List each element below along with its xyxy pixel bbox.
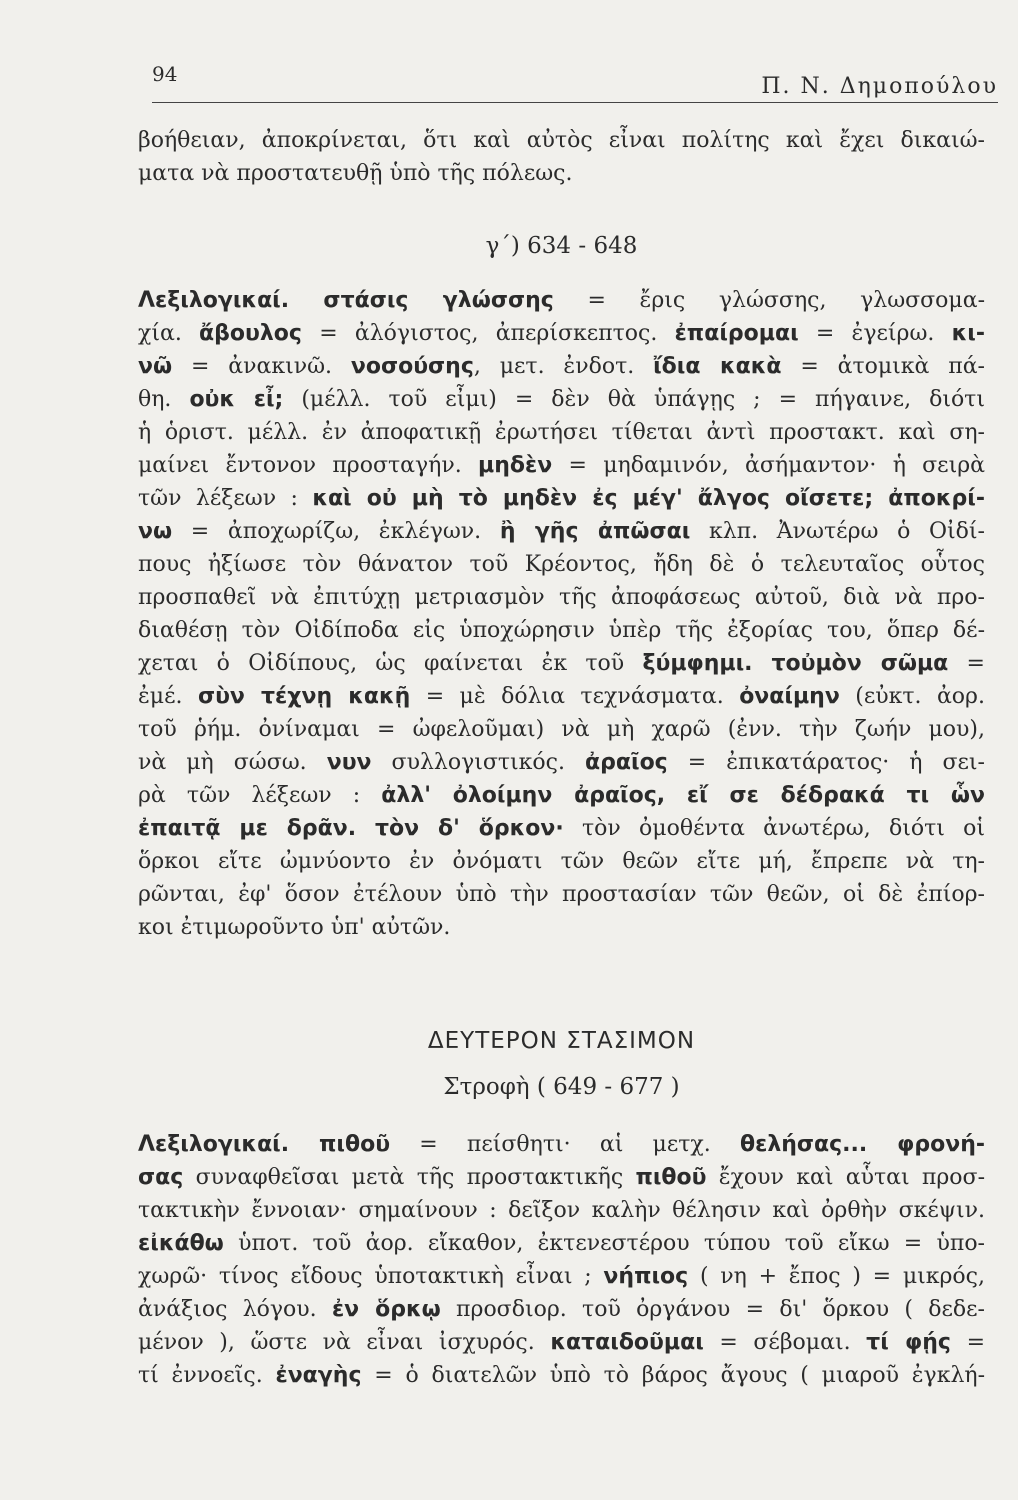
text-line: νὰ μὴ σώσω. νυν συλλογιστικός. ἀραῖος = ἐπικατάρατος· ἡ σει- [138, 750, 985, 775]
paragraph-intro [138, 124, 985, 190]
text-line: προσπαθεῖ νὰ ἐπιτύχῃ μετριασμὸν τῆς ἀποφάσεως αὐτοῦ, διὰ νὰ προ- [138, 585, 985, 610]
text-line: μένον ), ὥστε νὰ εἶναι ἰσχυρός. καταιδοῦμαι = σέβομαι. τί φῄς = [138, 1330, 986, 1355]
text-line: ὅρκοι εἴτε ὠμνύοντο ἐν ὀνόματι τῶν θεῶν εἴτε μή, ἔπρεπε νὰ τη- [138, 849, 985, 874]
text-line: κοι ἐτιμωροῦντο ὑπ' αὐτῶν. [138, 915, 451, 940]
text-line: χωρῶ· τίνος εἴδους ὑποτακτικὴ εἶναι ; νήπιος ( νη + ἔπος ) = μικρός, [138, 1264, 985, 1289]
text-line: νω = ἀποχωρίζω, ἐκλέγων. ἢ γῆς ἀπῶσαι κλπ. Ἀνωτέρω ὁ Οἰδί- [138, 519, 985, 544]
text-line: χεται ὁ Οἰδίπους, ὡς φαίνεται ἐκ τοῦ ξύμφημι. τοὐμὸν σῶμα = [138, 651, 985, 676]
text-line: πους ἠξίωσε τὸν θάνατον τοῦ Κρέοντος, ἤδη δὲ ὁ τελευταῖος οὗτος [138, 552, 985, 577]
text-line: ρὰ τῶν λέξεων : ἀλλ' ὀλοίμην ἀραῖος, εἴ σε δέδρακά τι ὧν [138, 783, 985, 808]
text-line: Λεξιλογικαί. πιθοῦ = πείσθητι· αἱ μετχ. θελήσας... φρονή- [138, 1132, 985, 1157]
strophe-title: Στροφὴ ( 649 - 677 ) [443, 1074, 680, 1100]
stasimon-title: ΔΕΥΤΕΡΟΝ ΣΤΑΣΙΜΟΝ [427, 1028, 696, 1054]
page-number: 94 [152, 62, 178, 86]
text-line: χία. ἄβουλος = ἀλόγιστος, ἀπερίσκεπτος. ἐπαίρομαι = ἐγείρω. κι- [138, 321, 985, 346]
text-line: νῶ = ἀνακινῶ. νοσούσης, μετ. ἐνδοτ. ἴδια κακὰ = ἀτομικὰ πά- [138, 354, 985, 379]
paragraph-lexicon-1 [138, 284, 985, 944]
text-line: εἰκάθω ὑποτ. τοῦ ἀορ. εἴκαθον, ἐκτενεστέρου τύπου τοῦ εἴκω = ὑπο- [138, 1231, 985, 1256]
text-line: τακτικὴν ἔννοιαν· σημαίνουν : δεῖξον καλὴν θέλησιν καὶ ὀρθὴν σκέψιν. [138, 1198, 985, 1223]
text-line: σας συναφθεῖσαι μετὰ τῆς προστακτικῆς πιθοῦ ἔχουν καὶ αὗται προσ- [138, 1165, 986, 1190]
text-line: ρῶνται, ἐφ' ὅσον ἐτέλουν ὑπὸ τὴν προστασίαν τῶν θεῶν, οἱ δὲ ἐπίορ- [138, 882, 985, 907]
text-line: τοῦ ῥήμ. ὀνίναμαι = ὠφελοῦμαι) νὰ μὴ χαρῶ (ἐνν. τὴν ζωήν μου), [138, 717, 985, 742]
text-line: διαθέσῃ τὸν Οἰδίποδα εἰς ὑποχώρησιν ὑπὲρ τῆς ἐξορίας του, ὅπερ δέ- [138, 618, 985, 643]
section-heading: γ΄) 634 - 648 [485, 233, 638, 259]
text-line: θη. οὐκ εἶ; (μέλλ. τοῦ εἶμι) = δὲν θὰ ὑπάγῃς ; = πήγαινε, διότι [138, 387, 985, 412]
text-line: ἐπαιτᾷ με δρᾶν. τὸν δ' ὅρκον· τὸν ὀμοθέντα ἀνωτέρω, διότι οἱ [138, 816, 985, 841]
text-line: βοήθειαν, ἀποκρίνεται, ὅτι καὶ αὐτὸς εἶναι πολίτης καὶ ἔχει δικαιώ- [138, 128, 985, 153]
text-line: ἀνάξιος λόγου. ἐν ὅρκῳ προσδιορ. τοῦ ὀργάνου = δι' ὅρκου ( δεδε- [138, 1297, 985, 1322]
paragraph-lexicon-2 [138, 1128, 985, 1392]
header-rule [152, 102, 998, 103]
text-line: τῶν λέξεων : καὶ οὐ μὴ τὸ μηδὲν ἐς μέγ' ἄλγος οἴσετε; ἀποκρί- [138, 486, 985, 511]
text-line: τί ἐννοεῖς. ἐναγὴς = ὁ διατελῶν ὑπὸ τὸ βάρος ἄγους ( μιαροῦ ἐγκλή- [138, 1363, 985, 1388]
running-head: Π. Ν. Δημοπούλου [761, 74, 998, 99]
text-line: ἐμέ. σὺν τέχνῃ κακῇ = μὲ δόλια τεχνάσματα. ὀναίμην (εὐκτ. ἀορ. [138, 684, 985, 709]
text-line: ἡ ὁριστ. μέλλ. ἐν ἀποφατικῇ ἐρωτήσει τίθεται ἀντὶ προστακτ. καὶ ση- [138, 420, 985, 445]
text-line: Λεξιλογικαί. στάσις γλώσσης = ἔρις γλώσσης, γλωσσομα- [138, 288, 985, 313]
text-line: ματα νὰ προστατευθῇ ὑπὸ τῆς πόλεως. [138, 161, 573, 186]
text-line: μαίνει ἔντονον προσταγήν. μηδὲν = μηδαμινόν, ἀσήμαντον· ἡ σειρὰ [138, 453, 985, 478]
page-header [138, 62, 998, 104]
